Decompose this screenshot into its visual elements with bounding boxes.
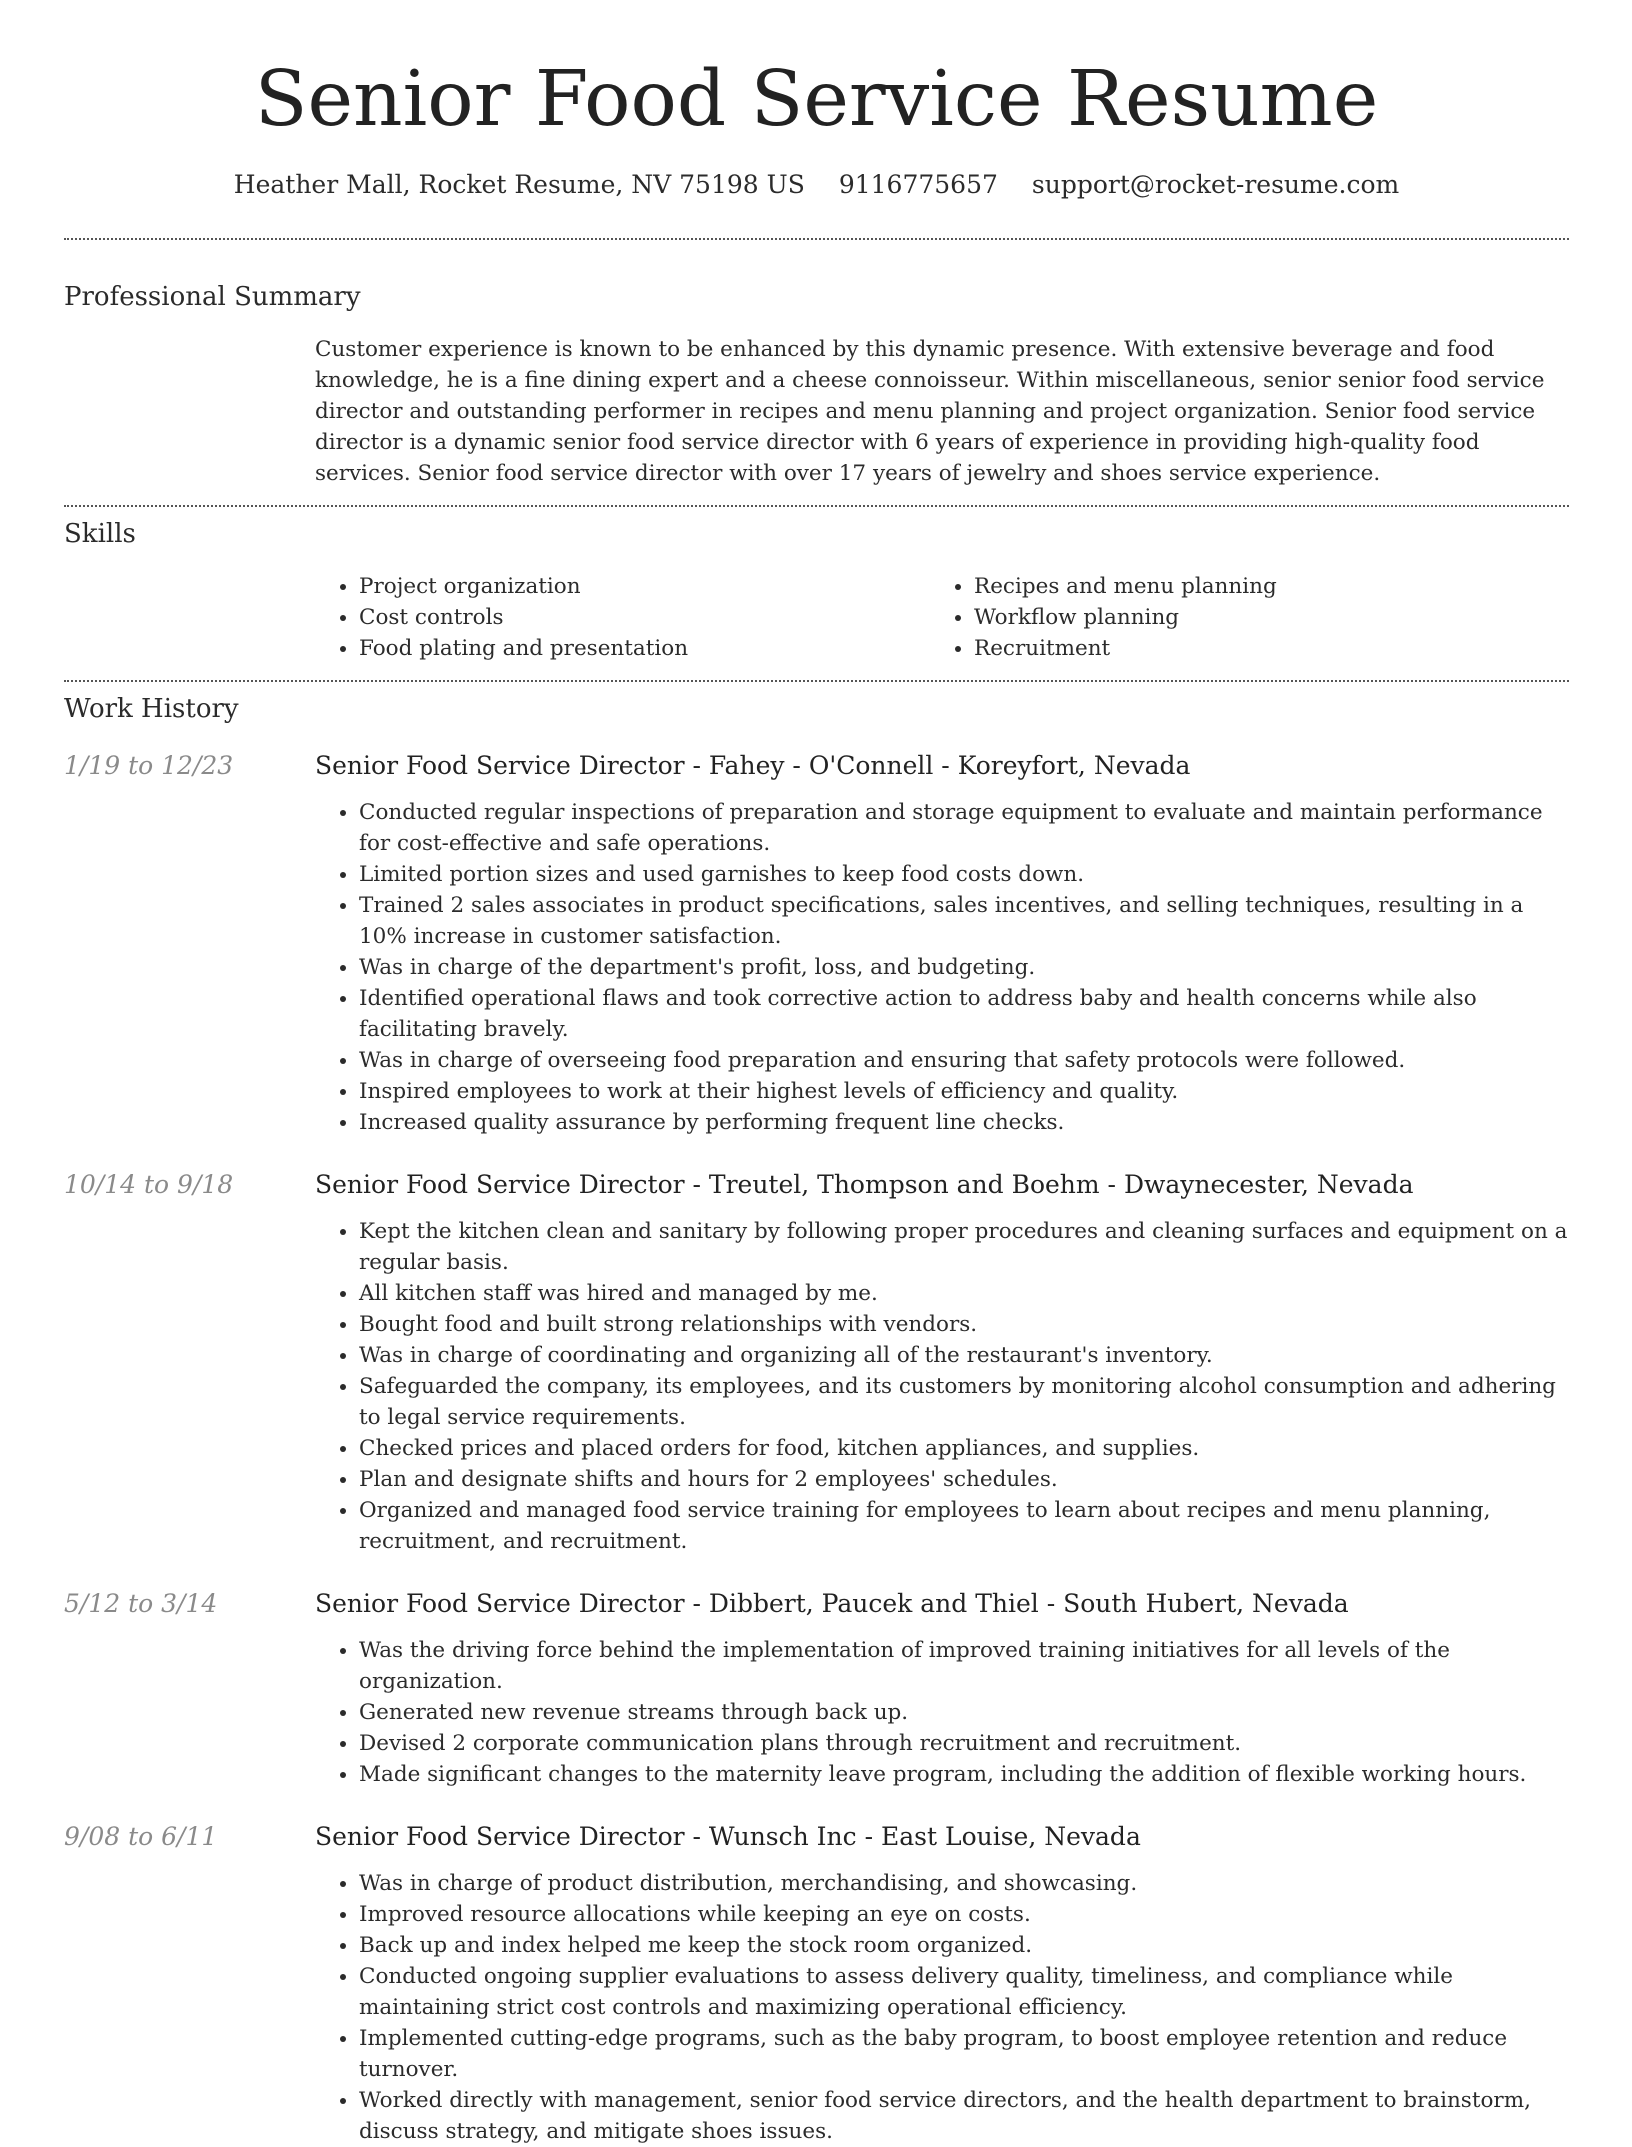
job-bullet: • All kitchen staff was hired and managed by me. — [359, 1278, 1569, 1309]
job-entry — [64, 1587, 1569, 1790]
job-dates: 9/08 to 6/11 — [64, 1822, 218, 1851]
summary-text: Customer experience is known to be enhanced by this dynamic presence. With extensive beverage and food knowledge, he is a fine dining expert and a cheese connoisseur. Within miscellaneous, senior senior food service director and outstanding performer in recipes and menu planning and project organization. Senior food service director is a dynamic senior food service director with 6 years of experience in providing high-quality food services. Senior food service director with over 17 years of jewelry and shoes service experience. — [315, 337, 1545, 486]
job-bullet: • Trained 2 sales associates in product specifications, sales incentives, and selling techniques, resulting in a 10% increase in customer satisfaction. — [359, 890, 1569, 952]
job-entry — [64, 1168, 1569, 1557]
job-dates: 1/19 to 12/23 — [64, 751, 234, 780]
resume-page — [64, 0, 1569, 2147]
job-bullet: • Was the driving force behind the implementation of improved training initiatives for all levels of the organization. — [359, 1635, 1569, 1697]
job-bullet: • Devised 2 corporate communication plans through recruitment and recruitment. — [359, 1728, 1569, 1759]
contact-email: support@rocket-resume.com — [1031, 170, 1400, 199]
job-bullet: • Kept the kitchen clean and sanitary by following proper procedures and cleaning surfaces and equipment on a regular basis. — [359, 1216, 1569, 1278]
job-entry — [64, 1820, 1569, 2147]
job-bullet: • Worked directly with management, senior food service directors, and the health department to brainstorm, discuss strategy, and mitigate shoes issues. — [359, 2085, 1569, 2147]
skills-grid — [315, 571, 1569, 664]
skills-heading: Skills — [64, 519, 136, 549]
skill-item: • Food plating and presentation — [359, 633, 930, 664]
skill-item: • Cost controls — [359, 602, 930, 633]
job-bullet: • Identified operational flaws and took corrective action to address baby and health concerns while also facilitating bravely. — [359, 983, 1569, 1045]
divider — [64, 680, 1569, 682]
skills-list-left — [315, 571, 930, 664]
job-title: Senior Food Service Director - Dibbert, Paucek and Thiel - South Hubert, Nevada — [315, 1589, 1349, 1618]
job-dates: 10/14 to 9/18 — [64, 1170, 234, 1199]
job-bullets — [315, 1216, 1569, 1557]
job-bullet: • Was in charge of overseeing food preparation and ensuring that safety protocols were followed. — [359, 1045, 1569, 1076]
job-bullet: • Generated new revenue streams through back up. — [359, 1697, 1569, 1728]
job-bullet: • Conducted regular inspections of preparation and storage equipment to evaluate and maintain performance for cost-effective and safe operations. — [359, 797, 1569, 859]
job-bullet: • Plan and designate shifts and hours for 2 employees' schedules. — [359, 1464, 1569, 1495]
job-bullet: • Checked prices and placed orders for food, kitchen appliances, and supplies. — [359, 1433, 1569, 1464]
contact-address: Heather Mall, Rocket Resume, NV 75198 US — [233, 170, 805, 199]
summary-body — [315, 334, 1569, 489]
job-entry — [64, 749, 1569, 1138]
job-bullet: • Increased quality assurance by performing frequent line checks. — [359, 1107, 1569, 1138]
job-bullet: • Implemented cutting-edge programs, such as the baby program, to boost employee retention and reduce turnover. — [359, 2023, 1569, 2085]
job-title: Senior Food Service Director - Wunsch Inc - East Louise, Nevada — [315, 1822, 1141, 1851]
job-bullet: • Made significant changes to the maternity leave program, including the addition of flexible working hours. — [359, 1759, 1569, 1790]
job-bullet: • Was in charge of coordinating and organizing all of the restaurant's inventory. — [359, 1340, 1569, 1371]
work-history-heading: Work History — [64, 694, 239, 724]
resume-name: Senior Food Service Resume — [254, 55, 1379, 144]
divider — [64, 238, 1569, 240]
job-bullet: • Back up and index helped me keep the stock room organized. — [359, 1930, 1569, 1961]
contact-line — [64, 168, 1569, 202]
work-history-section — [64, 692, 1569, 2147]
job-bullet: • Was in charge of product distribution, merchandising, and showcasing. — [359, 1868, 1569, 1899]
job-bullet: • Safeguarded the company, its employees, and its customers by monitoring alcohol consumption and adhering to legal service requirements. — [359, 1371, 1569, 1433]
skills-list-right — [930, 571, 1545, 664]
job-bullet: • Bought food and built strong relationships with vendors. — [359, 1309, 1569, 1340]
job-bullet: • Improved resource allocations while keeping an eye on costs. — [359, 1899, 1569, 1930]
job-title: Senior Food Service Director - Fahey - O'Connell - Koreyfort, Nevada — [315, 751, 1191, 780]
divider — [64, 505, 1569, 507]
skill-item: • Recipes and menu planning — [974, 571, 1545, 602]
job-bullets — [315, 1635, 1569, 1790]
job-bullet: • Was in charge of the department's profit, loss, and budgeting. — [359, 952, 1569, 983]
job-bullet: • Inspired employees to work at their highest levels of efficiency and quality. — [359, 1076, 1569, 1107]
summary-heading: Professional Summary — [64, 282, 361, 312]
job-bullet: • Limited portion sizes and used garnishes to keep food costs down. — [359, 859, 1569, 890]
skill-item: • Recruitment — [974, 633, 1545, 664]
job-bullet: • Conducted ongoing supplier evaluations to assess delivery quality, timeliness, and compliance while maintaining strict cost controls and maximizing operational efficiency. — [359, 1961, 1569, 2023]
contact-phone: 9116775657 — [838, 170, 998, 199]
skills-section — [64, 517, 1569, 664]
skill-item: • Project organization — [359, 571, 930, 602]
skills-body — [315, 571, 1569, 664]
job-title: Senior Food Service Director - Treutel, Thompson and Boehm - Dwaynecester, Nevada — [315, 1170, 1414, 1199]
job-bullets — [315, 1868, 1569, 2147]
summary-section — [64, 280, 1569, 489]
job-dates: 5/12 to 3/14 — [64, 1589, 218, 1618]
job-bullet: • Organized and managed food service training for employees to learn about recipes and menu planning, recruitment, and recruitment. — [359, 1495, 1569, 1557]
job-bullets — [315, 797, 1569, 1138]
skill-item: • Workflow planning — [974, 602, 1545, 633]
